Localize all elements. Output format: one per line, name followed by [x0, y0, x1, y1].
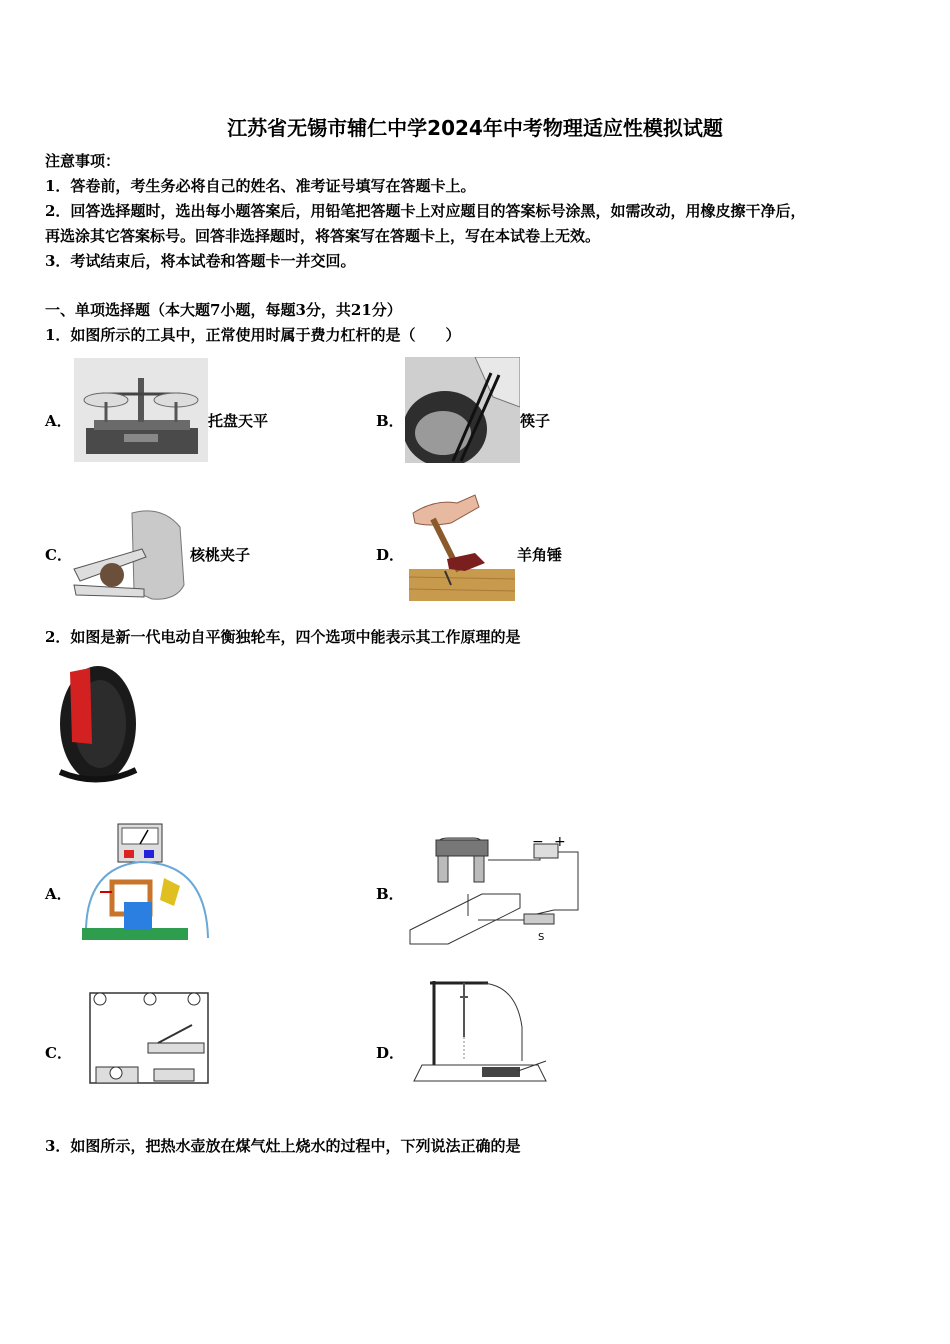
q1-stem: 1．如图所示的工具中，正常使用时属于费力杠杆的是（ ）: [45, 326, 461, 344]
q1-option-c-label: C．: [45, 546, 72, 564]
page-title: 江苏省无锡市辅仁中学2024年中考物理适应性模拟试题: [227, 116, 723, 140]
generator-apparatus-image: [80, 822, 214, 944]
notice-item-1: 1．答卷前，考生务必将自己的姓名、准考证号填写在答题卡上。: [45, 177, 476, 195]
switch-label: S: [538, 932, 545, 943]
iron-stand-apparatus-image: [410, 977, 552, 1093]
q1-option-b-caption: 筷子: [520, 412, 551, 430]
chopsticks-image: [405, 357, 520, 463]
q2-stem: 2．如图是新一代电动自平衡独轮车，四个选项中能表示其工作原理的是: [45, 628, 521, 646]
q2-option-d-label: D．: [376, 1044, 405, 1062]
claw-hammer-image: [405, 493, 517, 603]
circuit-with-switch-image: [84, 985, 214, 1091]
electromagnet-circuit-image: [408, 830, 584, 948]
notice-heading: 注意事项：: [45, 152, 121, 170]
q2-option-a-label: A．: [45, 885, 72, 903]
battery-plus-sign: +: [554, 834, 566, 850]
q1-option-b-label: B．: [376, 412, 404, 430]
notice-item-2-line-1: 2．回答选择题时，选出每小题答案后，用铅笔把答题卡上对应题目的答案标号涂黑，如需改动，用橡皮擦干净后，: [45, 202, 806, 220]
q1-option-c-caption: 核桃夹子: [190, 546, 251, 564]
q2-option-b-label: B．: [376, 885, 404, 903]
q1-option-a-caption: 托盘天平: [208, 412, 269, 430]
section-1-heading: 一、单项选择题（本大题7小题，每题3分，共21分）: [45, 301, 402, 319]
tray-balance-image: [74, 358, 208, 462]
notice-item-3: 3．考试结束后，将本试卷和答题卡一并交回。: [45, 252, 356, 270]
q2-option-c-label: C．: [45, 1044, 72, 1062]
unicycle-image: [56, 662, 140, 786]
q3-stem: 3．如图所示，把热水壶放在煤气灶上烧水的过程中，下列说法正确的是: [45, 1137, 521, 1155]
q1-option-d-caption: 羊角锤: [517, 546, 563, 564]
q1-option-d-label: D．: [376, 546, 405, 564]
nutcracker-image: [72, 505, 190, 603]
battery-minus-sign: −: [532, 834, 544, 850]
notice-item-2-line-2: 再选涂其它答案标号。回答非选择题时，将答案写在答题卡上，写在本试卷上无效。: [45, 227, 601, 245]
q1-option-a-label: A．: [45, 412, 72, 430]
